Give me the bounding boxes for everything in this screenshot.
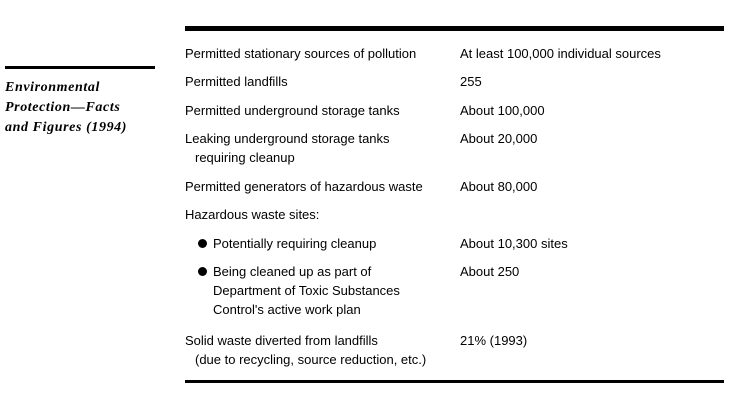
row-value: At least 100,000 individual sources: [460, 46, 661, 61]
row-value: About 20,000: [460, 131, 538, 146]
sidebar-title-line: Protection—Facts: [5, 100, 121, 115]
row-label-line: Permitted landfills: [185, 74, 288, 89]
bullet-icon: [198, 239, 207, 248]
row-label: [185, 129, 450, 167]
table-top-rule: [185, 26, 724, 31]
row-label-line: requiring cleanup: [195, 150, 295, 165]
row-value: 21% (1993): [460, 333, 528, 348]
sidebar-title-line: and Figures (1994): [5, 120, 128, 135]
row-label: [185, 72, 450, 91]
row-value: About 100,000: [460, 103, 545, 118]
row-label-line: Permitted stationary sources of pollution: [185, 46, 417, 61]
row-label: [185, 177, 450, 196]
sidebar-title-line: Environmental: [5, 80, 100, 95]
row-value: About 80,000: [460, 179, 538, 194]
table-bottom-rule: [185, 380, 724, 383]
row-label: [185, 44, 450, 63]
sidebar-title: [5, 78, 165, 138]
row-label-line: Permitted generators of hazardous waste: [185, 179, 423, 194]
row-label-line: (due to recycling, source reduction, etc.): [195, 352, 427, 367]
row-label: [185, 331, 450, 369]
row-label-line: Department of Toxic Substances: [213, 283, 400, 298]
row-label: [185, 205, 450, 224]
bullet-icon: [198, 267, 207, 276]
row-value: About 250: [460, 264, 520, 279]
row-label-line: Potentially requiring cleanup: [213, 236, 377, 251]
row-value: About 10,300 sites: [460, 236, 568, 251]
row-label-line: Leaking underground storage tanks: [185, 131, 390, 146]
row-label-line: Hazardous waste sites:: [185, 207, 320, 222]
sidebar-rule: [5, 66, 155, 69]
row-label-line: Control's active work plan: [213, 302, 361, 317]
row-value: 255: [460, 74, 482, 89]
row-label: [213, 262, 453, 319]
row-label: [185, 101, 450, 120]
row-label-line: Being cleaned up as part of: [213, 264, 372, 279]
row-label-line: Solid waste diverted from landfills: [185, 333, 378, 348]
row-label-line: Permitted underground storage tanks: [185, 103, 400, 118]
row-label: [213, 234, 453, 253]
